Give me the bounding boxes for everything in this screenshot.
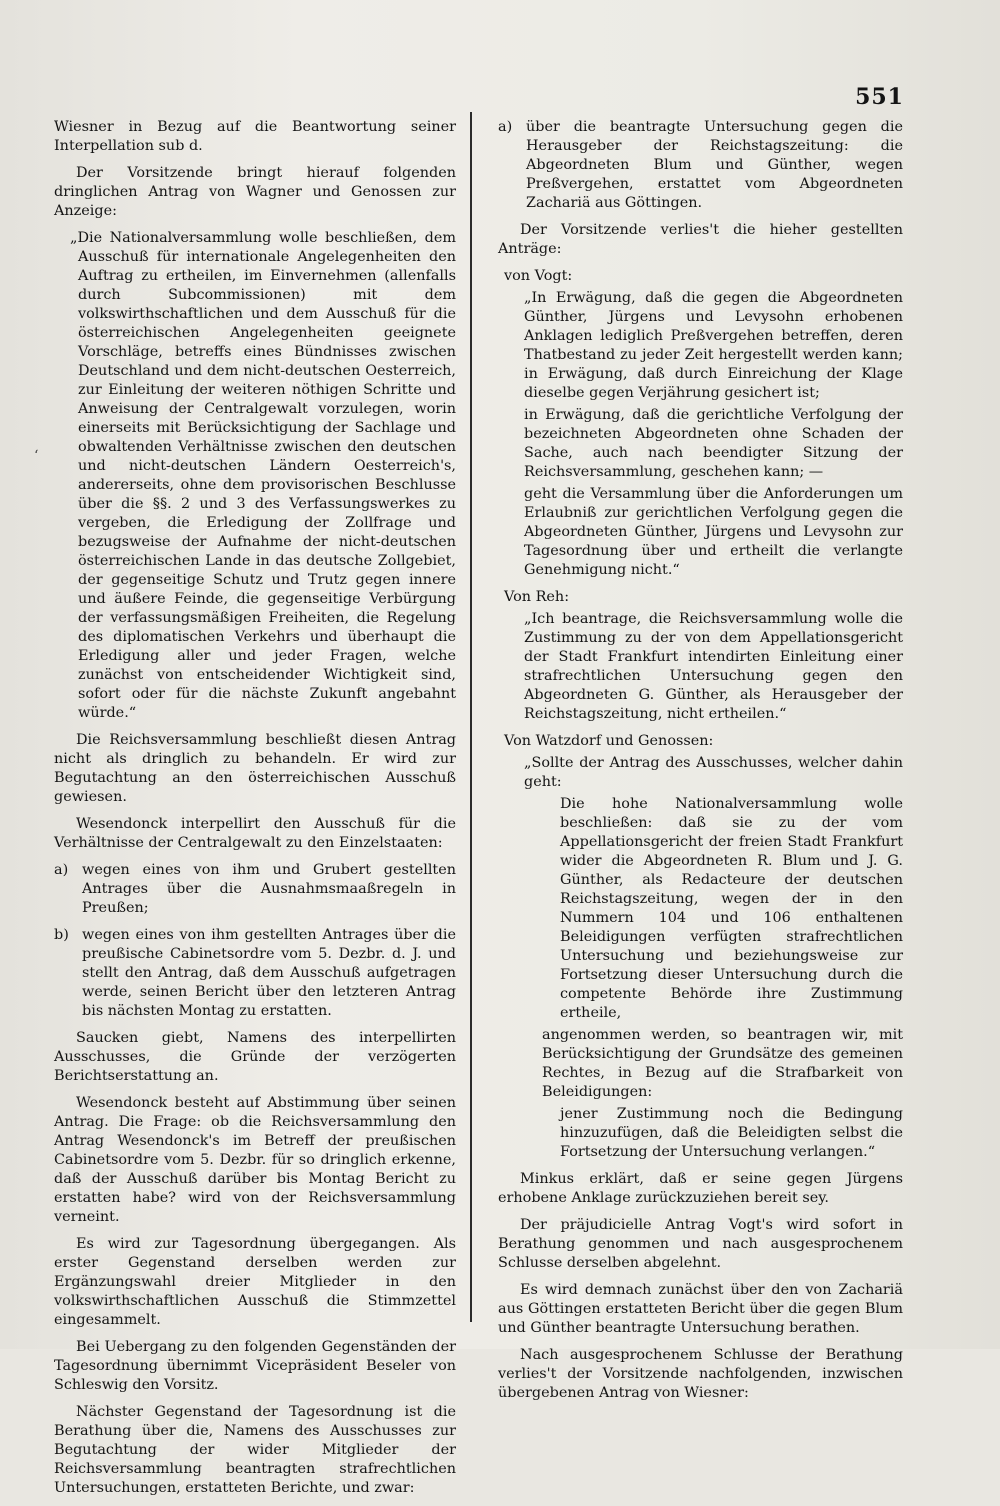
list-item	[54, 861, 456, 918]
paragraph: Der Vorsitzende verlies't die hieher gestellten Anträge:	[498, 222, 903, 257]
quoted-motion: angenommen werden, so beantragen wir, mit Berücksichtigung der Grundsätze des gemeinen Rechtes, in Bezug auf die Strafbarkeit von Beleidigungen:	[542, 1027, 903, 1100]
quoted-motion: „Die Nationalversammlung wolle beschließen, dem Ausschuß für internationale Angelegenheiten den Auftrag zu ertheilen, im Einvernehmen (allenfalls durch Subcommissionen) mit dem volkswirthschaftlichen und dem Ausschuß für die österreichischen Angelegenheiten geeignete Vorschläge, betreffs eines Bündnisses zwischen Deutschland und dem nicht-deutschen Oesterreich, zur Einleitung der weiteren nöthigen Schritte und Anweisung der Centralgewalt vorzulegen, worin einerseits mit Berücksichtigung der Sachlage und obwaltenden Verhältnisse zwischen den deutschen und nicht-deutschen Ländern Oesterreich's, andererseits, ohne dem provisorischen Beschlusse über die §§. 2 und 3 des Verfassungswerkes zu vergeben, die Erledigung der Zollfrage und bezugsweise der Aufnahme der nicht-deutschen österreichischen Lande in das deutsche Zollgebiet, der gegenseitige Schutz und Trutz gegen innere und äußere Feinde, die gegenseitige Verbürgung der verfassungsmäßigen Freiheiten, die Regelung des diplomatischen Verkehrs und überhaupt die Erledigung aller und jeder Fragen, welche zunächst von entscheidender Wichtigkeit sind, sofort oder für die nächste Zukunft angebahnt würde.“	[70, 230, 456, 721]
right-column	[498, 118, 903, 1411]
quoted-motion: „In Erwägung, daß die gegen die Abgeordneten Günther, Jürgens und Levysohn erhobenen Anklagen lediglich Preßvergehen betreffen, deren Thatbestand zu jeder Zeit hergestellt werden kann; in Erwägung, daß durch Einreichung der Klage dieselbe gegen Verjährung gesichert ist;	[524, 290, 903, 401]
left-column	[54, 118, 456, 1506]
paragraph: Wesendonck interpellirt den Ausschuß für die Verhältnisse der Centralgewalt zu den Einzelstaaten:	[54, 816, 456, 851]
motion-label: von Vogt:	[504, 268, 573, 284]
paragraph: Die Reichsversammlung beschließt diesen Antrag nicht als dringlich zu behandeln. Er wird zur Begutachtung an den österreichischen Ausschuß gewiesen.	[54, 732, 456, 805]
paragraph: Minkus erklärt, daß er seine gegen Jürgens erhobene Anklage zurückzuziehen bereit sey.	[498, 1171, 903, 1206]
paragraph: Nächster Gegenstand der Tagesordnung ist die Berathung über die, Namens des Ausschusses zur Begutachtung der wider Mitglieder der Reichsversammlung beantragten strafrechtlichen Untersuchungen, erstatteten Berichte, und zwar:	[54, 1404, 456, 1496]
quoted-motion: „Sollte der Antrag des Ausschusses, welcher dahin geht:	[524, 755, 903, 790]
list-marker: b)	[54, 927, 69, 943]
motion-label: Von Reh:	[504, 589, 570, 605]
motion-label: Von Watzdorf und Genossen:	[504, 733, 714, 749]
list-item-text: wegen eines von ihm gestellten Antrages über die preußische Cabinetsordre vom 5. Dezbr. d. J. und stellt den Antrag, daß dem Ausschuß aufgetragen werde, seinen Bericht über den letzteren Antrag bis nächsten Montag zu erstatten.	[82, 927, 456, 1019]
paragraph: Saucken giebt, Namens des interpellirten Ausschusses, die Gründe der verzögerten Berichtserstattung an.	[54, 1030, 456, 1084]
paragraph: Bei Uebergang zu den folgenden Gegenständen der Tagesordnung übernimmt Vicepräsident Beseler von Schleswig den Vorsitz.	[54, 1339, 456, 1393]
paragraph: Wiesner in Bezug auf die Beantwortung seiner Interpellation sub d.	[54, 119, 456, 154]
list-marker: a)	[498, 119, 513, 135]
paragraph: Es wird zur Tagesordnung übergegangen. Als erster Gegenstand derselben werden zur Ergänzungswahl dreier Mitglieder in den volkswirthschaftlichen Ausschuß die Stimmzettel eingesammelt.	[54, 1236, 456, 1328]
page-number: 551	[855, 84, 904, 110]
quoted-motion: geht die Versammlung über die Anforderungen um Erlaubniß zur gerichtlichen Verfolgung gegen die Abgeordneten Günther, Jürgens und Levysohn zur Tagesordnung über und ertheilt die verlangte Genehmigung nicht.“	[524, 486, 903, 578]
paragraph: Wesendonck besteht auf Abstimmung über seinen Antrag. Die Frage: ob die Reichsversammlung den Antrag Wesendonck's im Betreff der preußischen Cabinetsordre vom 5. Dezbr. für so dringlich erkenne, daß der Ausschuß darüber bis Montag Bericht zu erstatten habe? wird von der Reichsversammlung verneint.	[54, 1095, 456, 1225]
quoted-motion: in Erwägung, daß die gerichtliche Verfolgung der bezeichneten Abgeordneten ohne Schaden der Sache, auch nach beendigter Sitzung der Reichsversammlung, geschehen kann; —	[524, 407, 903, 480]
paragraph: Es wird demnach zunächst über den von Zachariä aus Göttingen erstatteten Bericht über die gegen Blum und Günther beantragte Untersuchung berathen.	[498, 1282, 903, 1336]
paragraph: Der präjudicielle Antrag Vogt's wird sofort in Berathung genommen und nach ausgesprochenem Schlusse derselben abgelehnt.	[498, 1217, 903, 1271]
list-item-text: wegen eines von ihm und Grubert gestellten Antrages über die Ausnahmsmaaßregeln in Preußen;	[82, 862, 456, 916]
list-item-text: über die beantragte Untersuchung gegen die Herausgeber der Reichstagszeitung: die Abgeordneten Blum und Günther, wegen Preßvergehen, erstattet vom Abgeordneten Zachariä aus Göttingen.	[526, 119, 903, 211]
margin-mark: ‘	[34, 448, 39, 464]
list-item	[54, 926, 456, 1021]
quoted-motion: „Ich beantrage, die Reichsversammlung wolle die Zustimmung zu der von dem Appellationsgericht der Stadt Frankfurt intendirten Einleitung einer strafrechtlichen Untersuchung gegen den Abgeordneten G. Günther, als Herausgeber der Reichstagszeitung, nicht ertheilen.“	[524, 611, 903, 722]
quoted-motion: Die hohe Nationalversammlung wolle beschließen: daß sie zu der vom Appellationsgericht der freien Stadt Frankfurt wider die Abgeordneten R. Blum und J. G. Günther, als Redacteure der deutschen Reichstagszeitung, wegen der in den Nummern 104 und 106 enthaltenen Beleidigungen verfügten strafrechtlichen Untersuchung und beziehungsweise zur Fortsetzung dieser Untersuchung durch die competente Behörde ihre Zustimmung ertheile,	[560, 796, 903, 1021]
paragraph: Der Vorsitzende bringt hierauf folgenden dringlichen Antrag von Wagner und Genossen zur Anzeige:	[54, 165, 456, 219]
column-divider	[470, 112, 472, 1322]
list-item	[498, 118, 903, 213]
quoted-motion: jener Zustimmung noch die Bedingung hinzuzufügen, daß die Beleidigten selbst die Fortsetzung der Untersuchung verlangen.“	[560, 1106, 903, 1160]
list-marker: a)	[54, 862, 69, 878]
paragraph: Nach ausgesprochenem Schlusse der Berathung verlies't der Vorsitzende nachfolgenden, inzwischen übergebenen Antrag von Wiesner:	[498, 1347, 903, 1401]
